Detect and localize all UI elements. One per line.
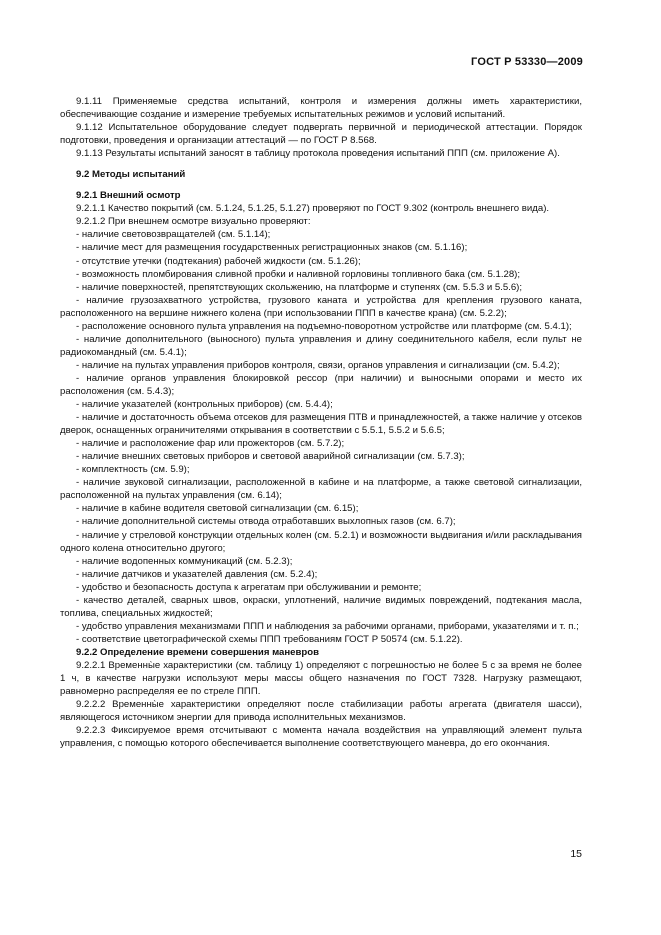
spacer bbox=[60, 181, 582, 189]
heading-9-2-1: 9.2.1 Внешний осмотр bbox=[76, 190, 181, 202]
heading-9-2-2: 9.2.2 Определение времени совершения маневров bbox=[76, 646, 320, 658]
check-item: - наличие звуковой сигнализации, расположенной в кабине и на платформе, а также световой сигнализации, расположенной на пультах управления (см. 6.14); bbox=[60, 477, 582, 502]
check-item: - наличие указателей (контрольных приборов) (см. 5.4.4); bbox=[76, 399, 333, 411]
check-item: - наличие дополнительного (выносного) пульта управления и длину соединительного кабеля, если пульт не радиокомандный (см. 5.4.1); bbox=[60, 333, 582, 358]
check-item: - наличие мест для размещения государственных регистрационных знаков (см. 5.1.16); bbox=[76, 242, 468, 254]
paragraph-9-2-2-1: 9.2.2.1 Временны̀е характеристики (см. таблицу 1) определяют с погрешностью не более 5 с за время не более 1 ч, в качестве нагрузки используют меры массы общего назначения по ГОСТ 7328. Нагрузку размещают, равномерно распределяя ее по стреле ППП. bbox=[60, 659, 582, 698]
check-item: - наличие грузозахватного устройства, грузового каната и устройства для крепления грузового каната, расположенного на вершине нижнего колена (при использовании ППП в качестве крана) (см. 5.2.2); bbox=[60, 294, 582, 319]
check-item: - наличие водопенных коммуникаций (см. 5.2.3); bbox=[76, 555, 293, 567]
check-item: - удобство управления механизмами ППП и наблюдения за рабочими органами, приборами, указателями и т. п.; bbox=[76, 620, 579, 632]
check-item: - наличие и расположение фар или прожекторов (см. 5.7.2); bbox=[76, 438, 345, 450]
check-item: - наличие дополнительной системы отвода отработавших выхлопных газов (см. 6.7); bbox=[76, 516, 456, 528]
paragraph-9-2-2-3: 9.2.2.3 Фиксируемое время отсчитывают с момента начала воздействия на управляющий элемент пульта управления, с помощью которого обеспечивается выполнение соответствующего маневра, до его окончания. bbox=[60, 725, 582, 750]
check-item: - наличие и достаточность объема отсеков для размещения ПТВ и принадлежностей, а также наличие у отсеков дверок, оснащенных ограничителями открывания в соответствии с 5.5.1, 5.5.2 и 5.6.5; bbox=[60, 412, 582, 437]
check-item: - наличие у стреловой конструкции отдельных колен (см. 5.2.1) и возможности выдвигания и/или раскладывания одного колена относительно другого; bbox=[60, 529, 582, 554]
paragraph-9-1-11: 9.1.11 Применяемые средства испытаний, контроля и измерения должны иметь характеристики, обеспечивающие создание и измерение требуемых испытательных режимов и условий испытаний. bbox=[60, 96, 582, 121]
check-item: - расположение основного пульта управления на подъемно-поворотном устройстве или платформе (см. 5.4.1); bbox=[76, 320, 572, 332]
check-item: - отсутствие утечки (подтекания) рабочей жидкости (см. 5.1.26); bbox=[76, 255, 361, 267]
check-item: - наличие внешних световых приборов и световой аварийной сигнализации (см. 5.7.3); bbox=[76, 451, 465, 463]
spacer bbox=[60, 160, 582, 168]
check-item: - наличие световозвращателей (см. 5.1.14); bbox=[76, 229, 271, 241]
paragraph-9-1-13: 9.1.13 Результаты испытаний заносят в таблицу протокола проведения испытаний ППП (см. приложение А). bbox=[76, 148, 560, 160]
check-item: - комплектность (см. 5.9); bbox=[76, 464, 190, 476]
check-item: - наличие поверхностей, препятствующих скольжению, на платформе и ступенях (см. 5.5.3 и 5.5.6); bbox=[76, 281, 523, 293]
check-item: - качество деталей, сварных швов, окраски, уплотнений, наличие видимых повреждений, подтекания масла, топлива, специальных жидкостей; bbox=[60, 594, 582, 619]
paragraph-9-1-12: 9.1.12 Испытательное оборудование следует подвергать первичной и периодической аттестации. Порядок подготовки, проведения и организации аттестаций — по ГОСТ Р 8.568. bbox=[60, 122, 582, 147]
paragraph-9-2-1-2: 9.2.1.2 При внешнем осмотре визуально проверяют: bbox=[76, 216, 311, 228]
document-header: ГОСТ Р 53330—2009 bbox=[471, 56, 583, 68]
check-item: - возможность пломбирования сливной пробки и наливной горловины топливного бака (см. 5.1.28); bbox=[76, 268, 521, 280]
check-item: - наличие датчиков и указателей давления (см. 5.2.4); bbox=[76, 568, 318, 580]
check-item: - наличие в кабине водителя световой сигнализации (см. 6.15); bbox=[76, 503, 359, 515]
check-item: - наличие на пультах управления приборов контроля, связи, органов управления и сигнализации (см. 5.4.2); bbox=[76, 359, 560, 371]
check-item: - наличие органов управления блокировкой рессор (при наличии) и выносными опорами и место их расположения (см. 5.4.3); bbox=[60, 372, 582, 397]
paragraph-9-2-1-1: 9.2.1.1 Качество покрытий (см. 5.1.24, 5.1.25, 5.1.27) проверяют по ГОСТ 9.302 (контроль внешнего вида). bbox=[76, 203, 550, 215]
document-body bbox=[60, 95, 582, 750]
check-item: - удобство и безопасность доступа к агрегатам при обслуживании и ремонте; bbox=[76, 581, 422, 593]
heading-9-2: 9.2 Методы испытаний bbox=[76, 169, 186, 181]
paragraph-9-2-2-2: 9.2.2.2 Временны̀е характеристики определяют после стабилизации работы агрегата (двигателя шасси), являющегося источником энергии для привода исполнительных механизмов. bbox=[60, 699, 582, 724]
page-number: 15 bbox=[570, 848, 582, 860]
check-item: - соответствие цветографической схемы ППП требованиям ГОСТ Р 50574 (см. 5.1.22). bbox=[76, 633, 463, 645]
